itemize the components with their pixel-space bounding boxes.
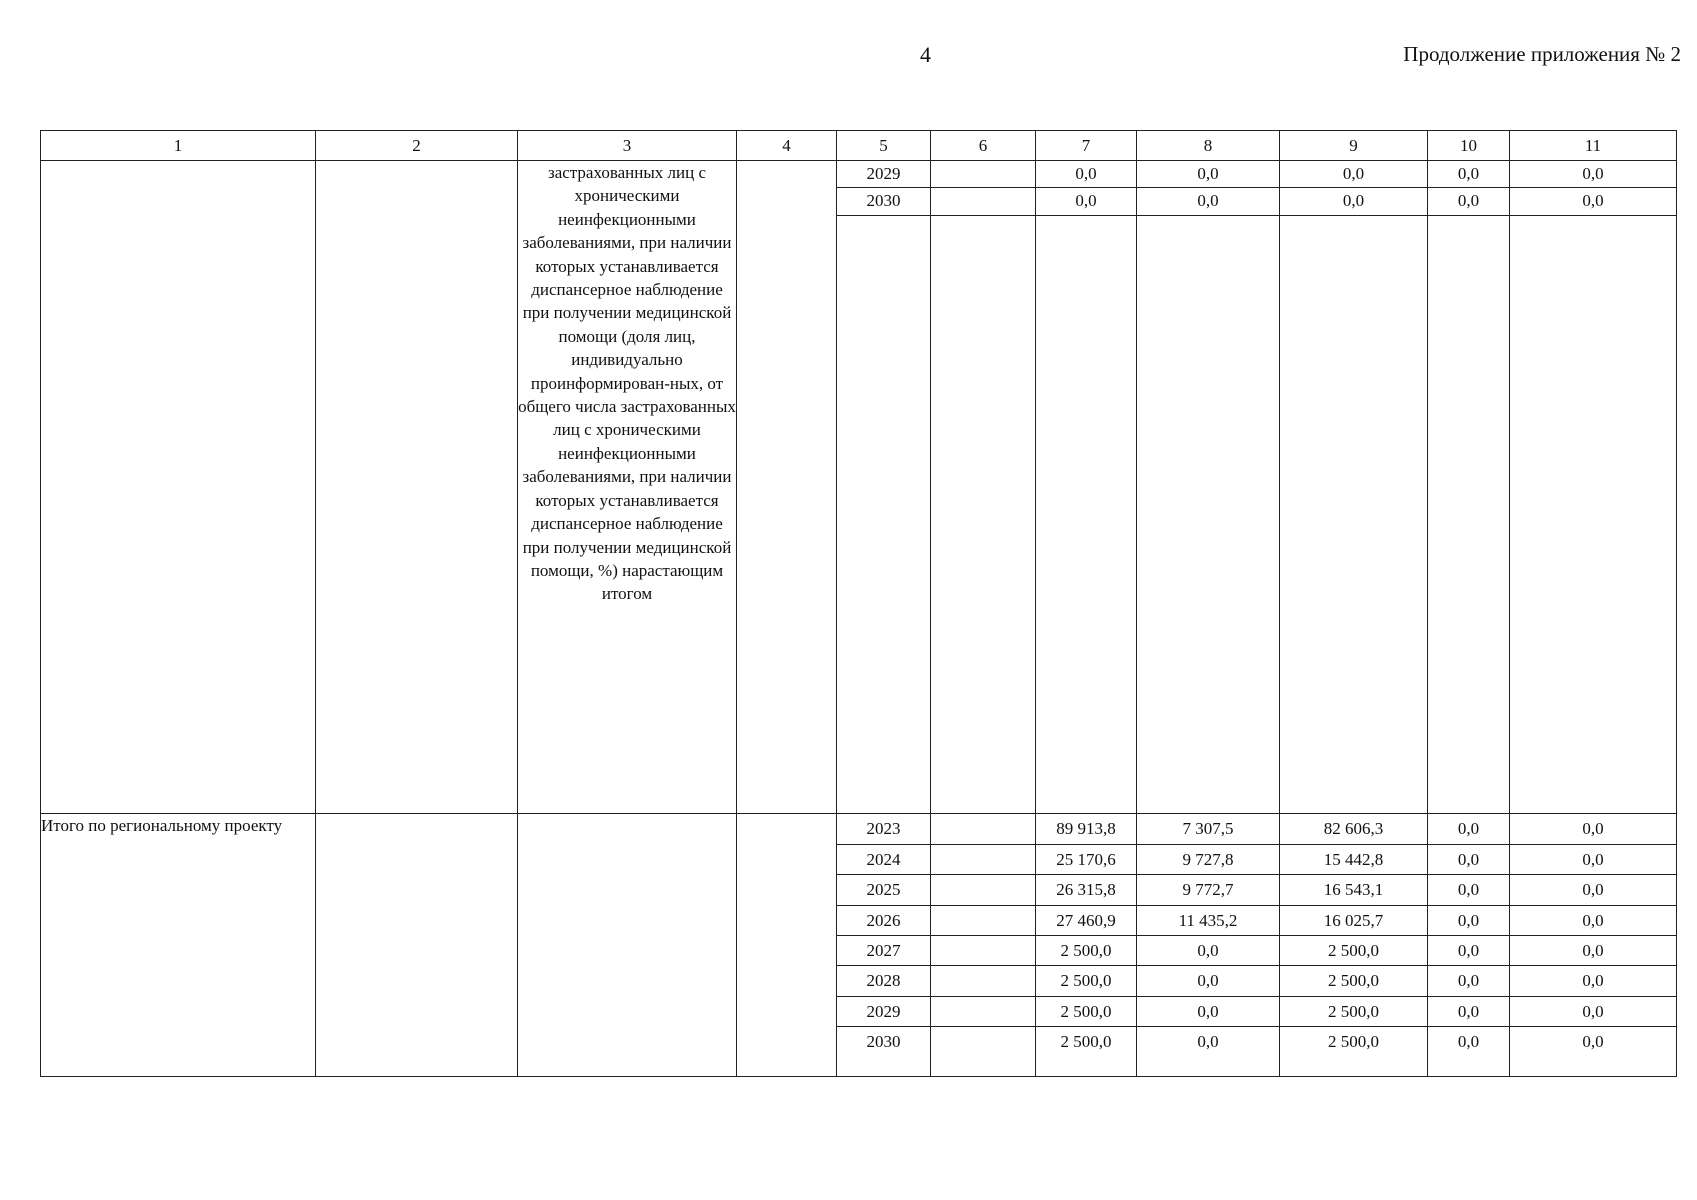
table-cell <box>931 996 1036 1026</box>
column-number: 1 <box>41 131 316 161</box>
table-cell: 26 315,8 <box>1036 875 1137 905</box>
table-cell: 0,0 <box>1428 814 1510 844</box>
table-cell: 25 170,6 <box>1036 844 1137 874</box>
column-number: 2 <box>316 131 518 161</box>
column-number: 4 <box>737 131 837 161</box>
table-cell <box>931 188 1036 215</box>
table-cell <box>931 1027 1036 1077</box>
column-number: 10 <box>1428 131 1510 161</box>
indicator-description: застрахованных лиц с хроническими неинфекционными заболеваниями, при наличии которых устанавливается диспансерное наблюдение при получении медицинской помощи (доля лиц, индивидуально проинформирован-ных, от общего числа застрахованных лиц с хроническими неинфекционными заболеваниями, при наличии которых устанавливается диспансерное наблюдение при получении медицинской помощи, %) нарастающим итогом <box>518 161 737 814</box>
table-cell: 0,0 <box>1036 188 1137 215</box>
table-cell: 0,0 <box>1137 188 1280 215</box>
indicator-col-4 <box>737 161 837 814</box>
table-cell: 0,0 <box>1428 875 1510 905</box>
table-row <box>41 814 1677 844</box>
table-cell: 0,0 <box>1510 905 1677 935</box>
table-cell: 0,0 <box>1510 935 1677 965</box>
table-cell: 0,0 <box>1510 844 1677 874</box>
year-cell: 2029 <box>837 996 931 1026</box>
column-number: 5 <box>837 131 931 161</box>
column-number-row <box>41 131 1677 161</box>
indicator-col-1 <box>41 161 316 814</box>
table-cell: 7 307,5 <box>1137 814 1280 844</box>
table-cell: 0,0 <box>1428 905 1510 935</box>
table-cell: 0,0 <box>1428 996 1510 1026</box>
table-cell <box>931 905 1036 935</box>
table-cell: 2 500,0 <box>1280 966 1428 996</box>
table-cell: 2 500,0 <box>1280 996 1428 1026</box>
table-cell: 16 543,1 <box>1280 875 1428 905</box>
year-cell: 2026 <box>837 905 931 935</box>
table-cell: 0,0 <box>1428 161 1510 188</box>
table-cell: 0,0 <box>1137 935 1280 965</box>
table-row <box>41 161 1677 188</box>
column-number: 6 <box>931 131 1036 161</box>
table-cell: 0,0 <box>1428 844 1510 874</box>
page-number: 4 <box>920 42 931 67</box>
table-cell <box>931 161 1036 188</box>
table-cell: 0,0 <box>1510 161 1677 188</box>
column-number: 7 <box>1036 131 1137 161</box>
table-cell <box>1280 215 1428 813</box>
table-cell: 0,0 <box>1280 188 1428 215</box>
total-col-2 <box>316 814 518 1077</box>
year-cell: 2027 <box>837 935 931 965</box>
table-cell: 89 913,8 <box>1036 814 1137 844</box>
appendix-continuation-title: Продолжение приложения № 2 <box>1403 42 1681 66</box>
year-cell: 2024 <box>837 844 931 874</box>
table-cell: 16 025,7 <box>1280 905 1428 935</box>
table-cell: 0,0 <box>1280 161 1428 188</box>
table-cell: 0,0 <box>1510 188 1677 215</box>
table-cell <box>931 935 1036 965</box>
table-cell: 0,0 <box>1137 1027 1280 1077</box>
table-cell: 0,0 <box>1428 1027 1510 1077</box>
total-col-3 <box>518 814 737 1077</box>
year-cell: 2029 <box>837 161 931 188</box>
table-cell: 0,0 <box>1428 935 1510 965</box>
total-col-4 <box>737 814 837 1077</box>
budget-table <box>40 130 1677 1077</box>
year-cell: 2028 <box>837 966 931 996</box>
table-cell <box>1510 215 1677 813</box>
table-cell <box>931 844 1036 874</box>
table-cell: 0,0 <box>1510 1027 1677 1077</box>
table-cell: 9 727,8 <box>1137 844 1280 874</box>
total-label: Итого по региональному проекту <box>41 814 316 1077</box>
table-cell: 2 500,0 <box>1280 935 1428 965</box>
table-cell: 15 442,8 <box>1280 844 1428 874</box>
table-cell: 27 460,9 <box>1036 905 1137 935</box>
table-cell: 0,0 <box>1428 966 1510 996</box>
table-cell: 11 435,2 <box>1137 905 1280 935</box>
table-cell: 2 500,0 <box>1280 1027 1428 1077</box>
year-cell: 2030 <box>837 1027 931 1077</box>
column-number: 8 <box>1137 131 1280 161</box>
table-cell: 2 500,0 <box>1036 966 1137 996</box>
table-cell: 0,0 <box>1510 966 1677 996</box>
table-cell <box>1428 215 1510 813</box>
table-cell: 0,0 <box>1137 996 1280 1026</box>
table-cell: 0,0 <box>1510 996 1677 1026</box>
table-cell: 2 500,0 <box>1036 1027 1137 1077</box>
column-number: 9 <box>1280 131 1428 161</box>
table-cell: 82 606,3 <box>1280 814 1428 844</box>
table-cell: 0,0 <box>1510 814 1677 844</box>
table-cell: 0,0 <box>1036 161 1137 188</box>
table-cell: 0,0 <box>1428 188 1510 215</box>
table-cell <box>931 814 1036 844</box>
table-cell: 2 500,0 <box>1036 996 1137 1026</box>
table-cell <box>837 215 931 813</box>
table-cell <box>1036 215 1137 813</box>
table-cell: 0,0 <box>1137 966 1280 996</box>
column-number: 3 <box>518 131 737 161</box>
table-cell <box>931 215 1036 813</box>
year-cell: 2025 <box>837 875 931 905</box>
table-cell: 2 500,0 <box>1036 935 1137 965</box>
table-cell: 9 772,7 <box>1137 875 1280 905</box>
table-cell <box>1137 215 1280 813</box>
table-cell <box>931 966 1036 996</box>
table-cell <box>931 875 1036 905</box>
indicator-col-2 <box>316 161 518 814</box>
table-cell: 0,0 <box>1510 875 1677 905</box>
column-number: 11 <box>1510 131 1677 161</box>
year-cell: 2023 <box>837 814 931 844</box>
year-cell: 2030 <box>837 188 931 215</box>
table-cell: 0,0 <box>1137 161 1280 188</box>
